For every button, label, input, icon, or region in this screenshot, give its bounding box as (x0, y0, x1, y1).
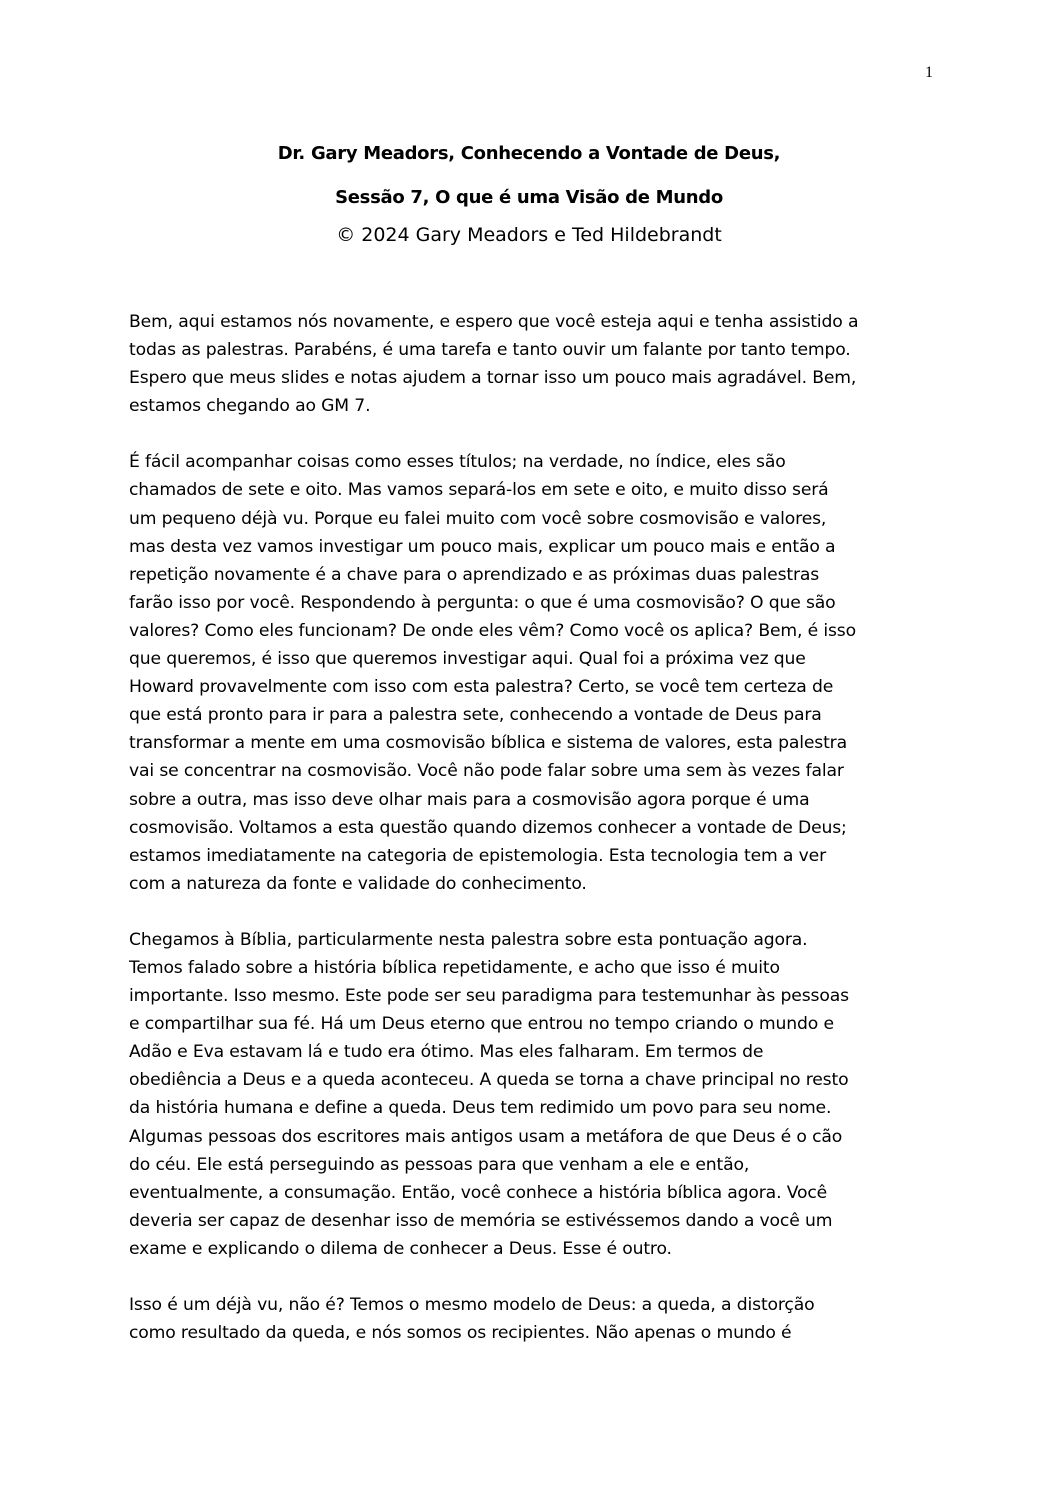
text-line: estamos imediatamente na categoria de epistemologia. Esta tecnologia tem a ver (129, 845, 826, 866)
text-line: cosmovisão. Voltamos a esta questão quando dizemos conhecer a vontade de Deus; (129, 817, 847, 838)
text-line: farão isso por você. Respondendo à pergunta: o que é uma cosmovisão? O que são (129, 592, 836, 613)
text-line: que está pronto para ir para a palestra sete, conhecendo a vontade de Deus para (129, 705, 822, 726)
text-line: Algumas pessoas dos escritores mais antigos usam a metáfora de que Deus é o cão (129, 1126, 843, 1147)
text-line: importante. Isso mesmo. Este pode ser seu paradigma para testemunhar às pessoas (129, 986, 849, 1007)
text-line: com a natureza da fonte e validade do conhecimento. (129, 873, 587, 894)
page-number: 1 (925, 64, 933, 81)
text-line: obediência a Deus e a queda aconteceu. A queda se torna a chave principal no resto (129, 1070, 849, 1091)
paragraph-1 (129, 308, 944, 420)
text-line: Chegamos à Bíblia, particularmente nesta palestra sobre esta pontuação agora. (129, 929, 808, 950)
text-line: Isso é um déjà vu, não é? Temos o mesmo modelo de Deus: a queda, a distorção (129, 1295, 815, 1315)
text-line: É fácil acompanhar coisas como esses títulos; na verdade, no índice, eles são (129, 452, 786, 473)
paragraph-3 (129, 926, 944, 1263)
paragraph-2 (129, 448, 944, 898)
text-line: eventualmente, a consumação. Então, você conhece a história bíblica agora. Você (129, 1182, 828, 1203)
document-header (0, 132, 1058, 248)
text-line: do céu. Ele está perseguindo as pessoas para que venham a ele e então, (129, 1154, 750, 1175)
paragraph-4 (129, 1291, 944, 1347)
document-body (129, 308, 944, 1375)
text-line: exame e explicando o dilema de conhecer a Deus. Esse é outro. (129, 1238, 672, 1259)
text-line: e compartilhar sua fé. Há um Deus eterno que entrou no tempo criando o mundo e (129, 1014, 834, 1035)
text-line: mas desta vez vamos investigar um pouco mais, explicar um pouco mais e então a (129, 536, 836, 557)
text-line: todas as palestras. Parabéns, é uma tarefa e tanto ouvir um falante por tanto tempo. (129, 340, 851, 361)
text-line: vai se concentrar na cosmovisão. Você não pode falar sobre uma sem às vezes falar (129, 761, 844, 782)
text-line: Adão e Eva estavam lá e tudo era ótimo. Mas eles falharam. Em termos de (129, 1042, 764, 1063)
text-line: estamos chegando ao GM 7. (129, 396, 371, 417)
text-line: Temos falado sobre a história bíblica repetidamente, e acho que isso é muito (129, 957, 780, 978)
text-line: da história humana e define a queda. Deus tem redimido um povo para seu nome. (129, 1098, 832, 1119)
text-line: chamados de sete e oito. Mas vamos separá-los em sete e oito, e muito disso será (129, 480, 829, 501)
copyright-notice: © 2024 Gary Meadors e Ted Hildebrandt (336, 224, 722, 246)
text-line: Howard provavelmente com isso com esta palestra? Certo, se você tem certeza de (129, 677, 834, 698)
text-line: transformar a mente em uma cosmovisão bíblica e sistema de valores, esta palestra (129, 733, 847, 754)
title-line-1: Dr. Gary Meadors, Conhecendo a Vontade de Deus, (277, 143, 781, 164)
text-line: um pequeno déjà vu. Porque eu falei muito com você sobre cosmovisão e valores, (129, 508, 827, 529)
title-line-2: Sessão 7, O que é uma Visão de Mundo (335, 187, 723, 208)
text-line: Bem, aqui estamos nós novamente, e espero que você esteja aqui e tenha assistido a (129, 312, 859, 332)
text-line: como resultado da queda, e nós somos os recipientes. Não apenas o mundo é (129, 1323, 792, 1344)
text-line: Espero que meus slides e notas ajudem a tornar isso um pouco mais agradável. Bem, (129, 368, 857, 389)
text-line: sobre a outra, mas isso deve olhar mais para a cosmovisão agora porque é uma (129, 789, 810, 810)
text-line: que queremos, é isso que queremos investigar aqui. Qual foi a próxima vez que (129, 649, 806, 670)
text-line: valores? Como eles funcionam? De onde eles vêm? Como você os aplica? Bem, é isso (129, 620, 856, 641)
text-line: repetição novamente é a chave para o aprendizado e as próximas duas palestras (129, 564, 820, 585)
text-line: deveria ser capaz de desenhar isso de memória se estivéssemos dando a você um (129, 1210, 833, 1231)
